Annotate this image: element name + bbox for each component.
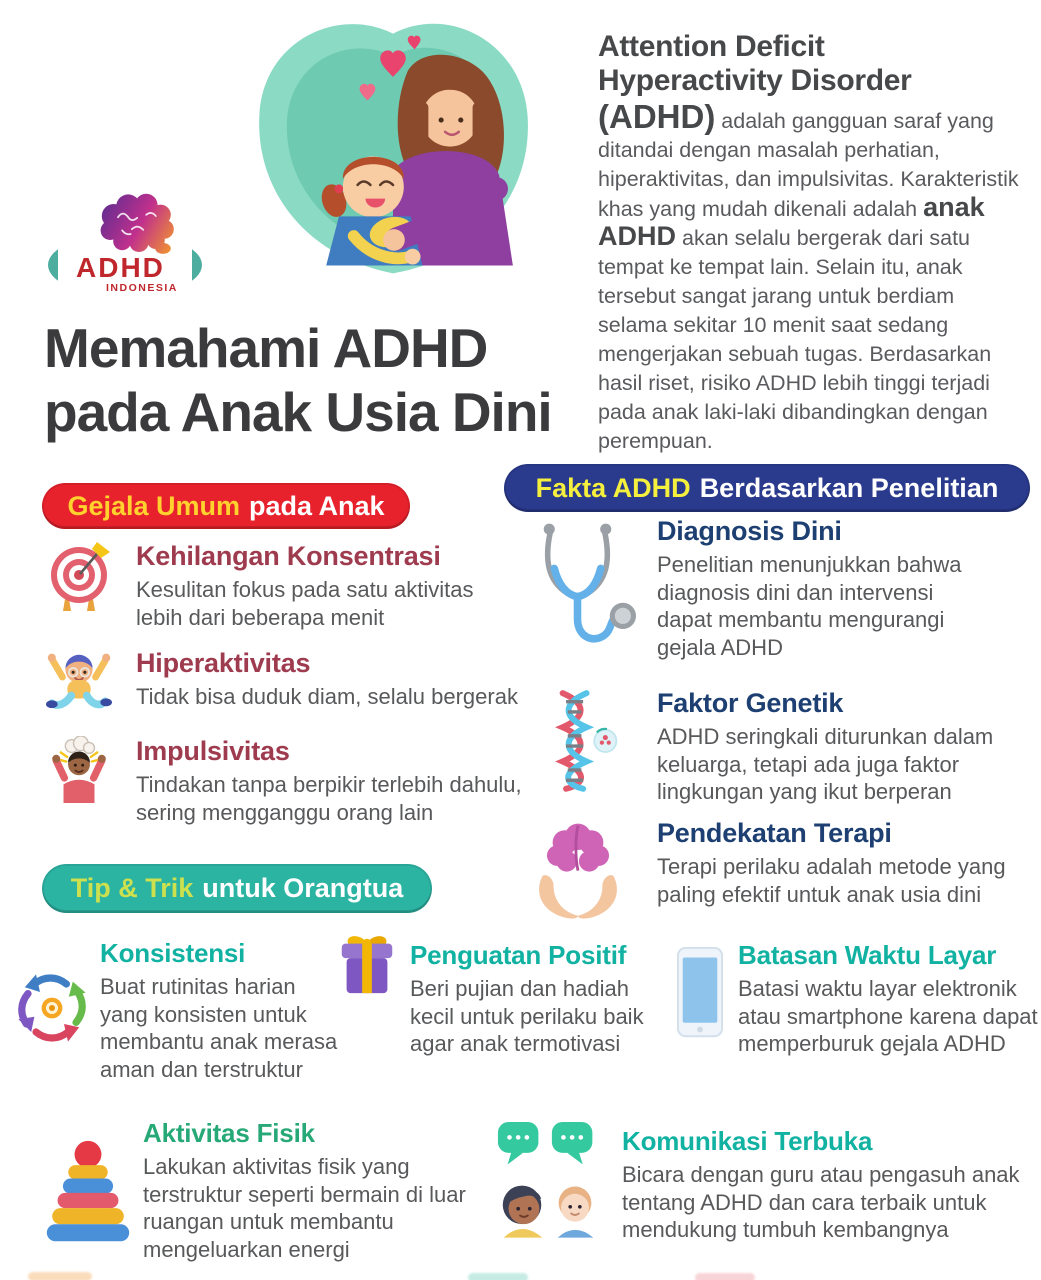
cropped-decoration (695, 1273, 755, 1280)
tip-item (738, 940, 1038, 1058)
symptom-item (46, 648, 566, 712)
symptoms-badge-rest: pada Anak (249, 490, 385, 521)
intro-heading-line2: Hyperactivity Disorder (598, 63, 912, 97)
stethoscope-icon (510, 516, 645, 652)
page-title-line2: pada Anak Usia Dini (44, 381, 552, 444)
facts-badge-rest: Berdasarkan Penelitian (699, 472, 999, 503)
symptom-title: Impulsivitas (136, 736, 290, 766)
symptoms-badge-highlight: Gejala Umum (67, 490, 240, 521)
page-title-line1: Memahami ADHD (44, 317, 488, 379)
tip-item (100, 938, 338, 1083)
tip-item (410, 940, 662, 1058)
tip-item (622, 1126, 1028, 1244)
intro-body-1: adalah gangguan saraf yang ditandai dengan masalah perhatian, hiperaktivitas, dan impulsivitas. Karakteristik khas yang mudah dikenali adalah (598, 108, 1019, 221)
fact-item (510, 516, 987, 661)
fact-item (510, 688, 1017, 806)
facts-badge-highlight: Fakta ADHD (535, 472, 691, 503)
cycle-arrows-icon (12, 968, 92, 1053)
intro-paragraph (598, 97, 1022, 456)
cropped-decoration (468, 1273, 528, 1280)
tip-title: Komunikasi Terbuka (622, 1126, 873, 1156)
adhd-abbrev: (ADHD) (598, 97, 716, 135)
tips-section-badge (42, 864, 432, 913)
tip-title: Konsistensi (100, 938, 246, 968)
gift-icon (333, 930, 401, 1011)
mother-hugging-child-illustration (245, 12, 541, 292)
fact-title: Faktor Genetik (657, 688, 844, 718)
tip-desc: Batasi waktu layar elektronik atau smartphone karena dapat memperburuk gejala ADHD (738, 976, 1038, 1056)
symptoms-section-badge (42, 483, 410, 529)
hyperactive-child-icon (46, 648, 112, 712)
intro-section (598, 30, 1022, 456)
symptom-desc: Kesulitan fokus pada satu aktivitas lebih dari beberapa menit (136, 577, 474, 630)
intro-heading-line1: Attention Deficit (598, 30, 825, 63)
logo-brand-text: ADHD (76, 252, 165, 283)
tip-title: Aktivitas Fisik (143, 1118, 315, 1148)
fact-title: Diagnosis Dini (657, 516, 842, 546)
dna-icon (510, 688, 645, 792)
tip-item (143, 1118, 479, 1263)
tip-title: Penguatan Positif (410, 940, 627, 970)
tips-badge-rest: untuk Orangtua (202, 873, 404, 903)
hands-brain-icon (510, 818, 645, 921)
symptom-desc: Tidak bisa duduk diam, selalu bergerak (136, 684, 518, 709)
symptom-item (46, 736, 548, 826)
smartphone-icon (676, 946, 724, 1043)
impulsive-child-icon (46, 736, 112, 803)
symptom-title: Kehilangan Konsentrasi (136, 541, 441, 571)
tip-title: Batasan Waktu Layar (738, 940, 997, 970)
tip-desc: Beri pujian dan hadiah kecil untuk perilaku baik agar anak termotivasi (410, 976, 644, 1056)
adhd-indonesia-logo (40, 190, 250, 320)
page-title (44, 316, 552, 445)
fact-item (510, 818, 1025, 921)
tip-desc: Buat rutinitas harian yang konsisten untuk membantu anak merasa aman dan terstruktur (100, 974, 338, 1082)
tip-desc: Bicara dengan guru atau pengasuh anak tentang ADHD dan cara terbaik untuk mendukung tumbuh kembangnya (622, 1162, 1020, 1242)
ring-toy-icon (45, 1140, 131, 1249)
logo-sub-text: INDONESIA (106, 282, 178, 294)
fact-title: Pendekatan Terapi (657, 818, 892, 848)
tip-desc: Lakukan aktivitas fisik yang terstruktur seperti bermain di luar ruangan untuk membantu mengeluarkan energi (143, 1154, 466, 1262)
cropped-decoration (28, 1272, 92, 1280)
facts-section-badge (504, 464, 1030, 512)
talking-kids-icon (496, 1122, 602, 1243)
intro-bold-inline: anak ADHD (598, 191, 985, 252)
symptom-title: Hiperaktivitas (136, 648, 311, 678)
fact-desc: Penelitian menunjukkan bahwa diagnosis dini dan intervensi dapat membantu mengurangi gejala ADHD (657, 552, 962, 660)
target-icon (46, 541, 112, 613)
intro-body-2: akan selalu bergerak dari satu tempat ke tempat lain. Selain itu, anak tersebut sangat jarang untuk berdiam selama sekitar 10 menit saat sedang mengerjakan sebuah tugas. Berdasarkan hasil riset, risiko ADHD lebih tinggi terjadi pada anak laki-laki dibandingkan dengan perempuan. (598, 226, 992, 453)
fact-desc: Terapi perilaku adalah metode yang paling efektif untuk anak usia dini (657, 854, 1006, 907)
tips-badge-highlight: Tip & Trik (70, 873, 194, 903)
symptom-item (46, 541, 488, 631)
symptom-desc: Tindakan tanpa berpikir terlebih dahulu, sering mengganggu orang lain (136, 772, 522, 825)
fact-desc: ADHD seringkali diturunkan dalam keluarga, tetapi ada juga faktor lingkungan yang ikut berperan (657, 724, 994, 804)
